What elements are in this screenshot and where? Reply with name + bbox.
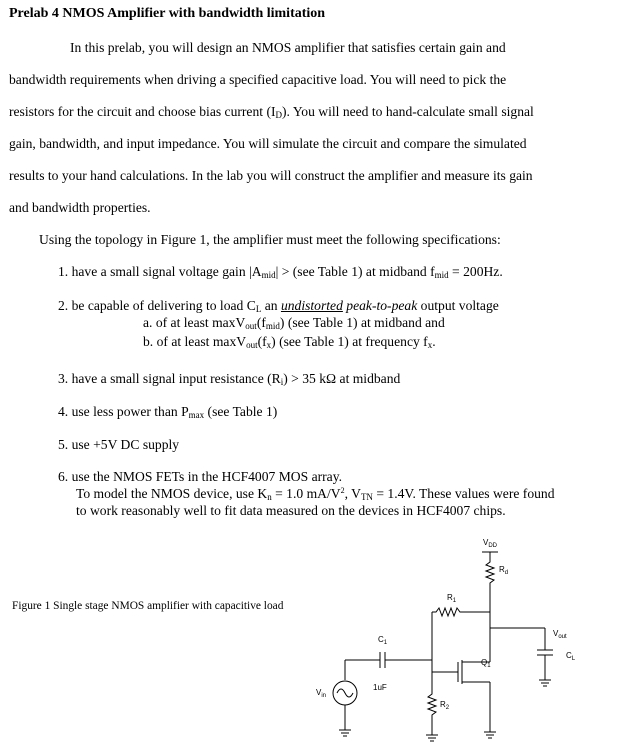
spec-intro: Using the topology in Figure 1, the amplifier must meet the following specifications: bbox=[39, 232, 501, 247]
spec-6: 6. use the NMOS FETs in the HCF4007 MOS array. bbox=[58, 469, 343, 484]
spec-6-model: To model the NMOS device, use $K_n = 1.0$ $mA/V^2$, $V_{TN} = 1.4V$. These values were found bbox=[76, 486, 555, 502]
figure-caption: Figure 1 Single stage NMOS amplifier with capacitive load bbox=[12, 600, 284, 612]
r1-resistor bbox=[432, 608, 490, 616]
spec-3: 3. have a small signal input resistance $(R_i) > 35$ kΩ at midband bbox=[58, 371, 401, 387]
intro-line-3: resistors for the circuit and choose bias current $(I_D)$. You will need to hand-calculate small signal bbox=[9, 104, 534, 120]
page-title: Prelab 4 NMOS Amplifier with bandwidth limitation bbox=[9, 6, 326, 21]
intro-line-4: gain, bandwidth, and input impedance. You will simulate the circuit and compare the simulated bbox=[9, 136, 527, 151]
spec-6-note: to work reasonably well to fit data measured on the devices in HCF4007 chips. bbox=[76, 503, 506, 518]
intro-line-2: bandwidth requirements when driving a specified capacitive load. You will need to pick the bbox=[9, 72, 507, 87]
spec-5: 5. use +5V DC supply bbox=[58, 437, 180, 452]
cl-label: $C_L$ bbox=[566, 651, 576, 662]
vdd-label: $V_{DD}$ bbox=[483, 538, 498, 549]
spec-2b: b. of at least $\max V_{out}(f_x)$ (see Table 1) at frequency $f_x$. bbox=[143, 334, 436, 350]
vout-label: $V_{out}$ bbox=[553, 629, 567, 640]
intro-line-1: In this prelab, you will design an NMOS amplifier that satisfies certain gain and bbox=[70, 40, 506, 55]
spec-1: 1. have a small signal voltage gain $|A_{mid}| > (see$ Table 1) at midband $f_{mid} = 200Hz$. bbox=[58, 264, 503, 280]
intro-line-6: and bandwidth properties. bbox=[9, 200, 151, 215]
q1-label: $Q_1$ bbox=[481, 658, 491, 669]
spec-4: 4. use less power than $P_{max}$ (see Table 1) bbox=[58, 404, 278, 420]
r2-resistor bbox=[428, 690, 436, 725]
spec-2: 2. be capable of delivering to load $C_L$ an undistorted peak-to-peak output voltage bbox=[58, 298, 499, 314]
intro-line-5: results to your hand calculations. In the lab you will construct the amplifier and measure its gain bbox=[9, 168, 533, 183]
c1-label: $C_1$ bbox=[378, 635, 388, 646]
rd-label: $R_d$ bbox=[499, 565, 509, 576]
r2-label: $R_2$ bbox=[440, 700, 450, 711]
c1-value-label: 1uF bbox=[373, 683, 387, 692]
vin-sine bbox=[337, 689, 353, 697]
r1-label: $R_1$ bbox=[447, 593, 457, 604]
spec-2a: a. of at least $\max V_{out}(f_{mid})$ (see Table 1) at midband and bbox=[143, 315, 445, 331]
rd-resistor bbox=[486, 558, 494, 600]
vin-label: $V_{in}$ bbox=[316, 688, 327, 699]
